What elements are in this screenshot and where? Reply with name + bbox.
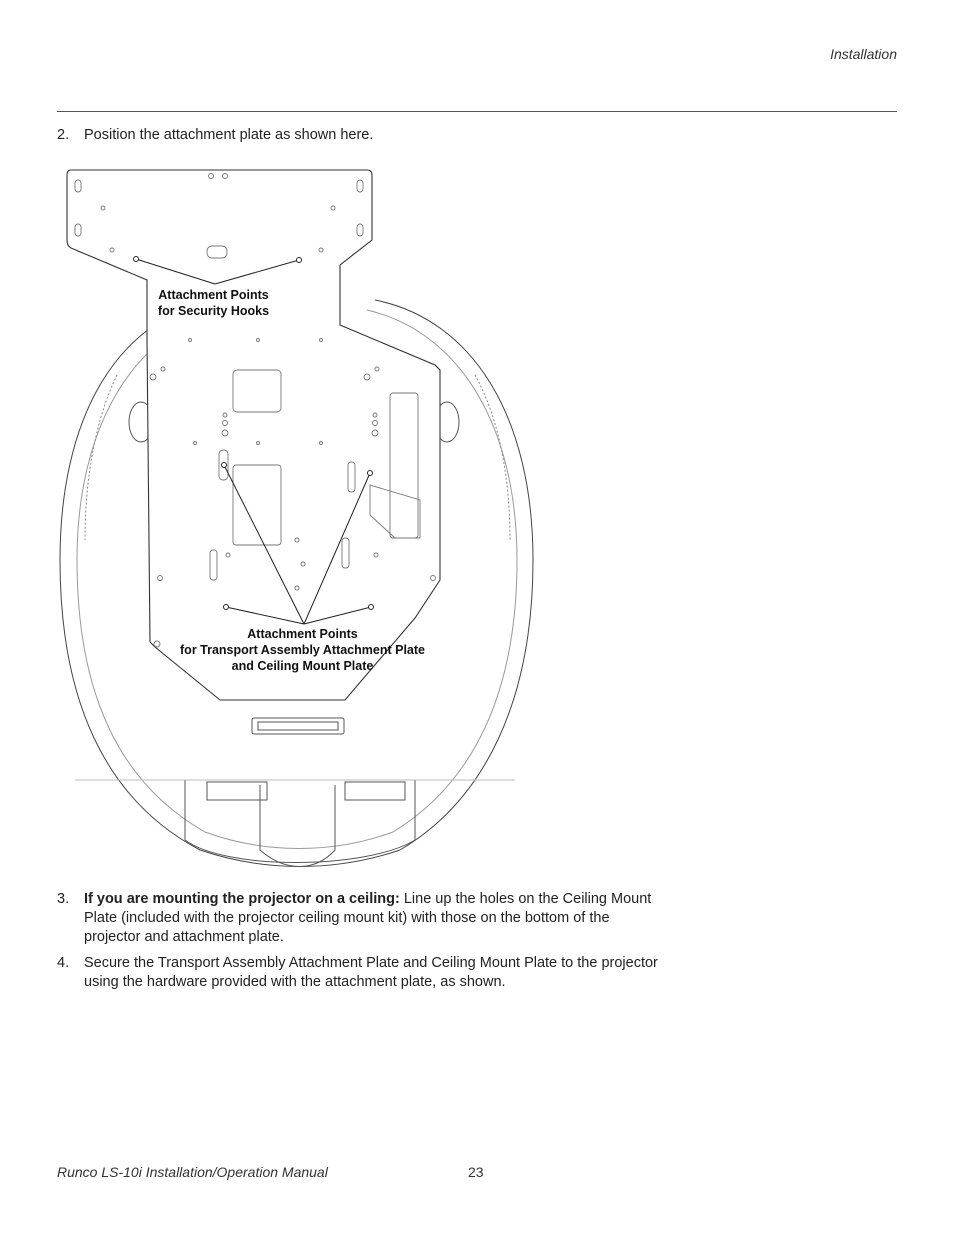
step-number: 3. bbox=[57, 891, 70, 907]
callout-transport-assembly: Attachment Points for Transport Assembly Attachment Plate and Ceiling Mount Plate bbox=[180, 627, 425, 673]
callout-security-hooks: Attachment Points for Security Hooks bbox=[157, 288, 270, 318]
header-rule bbox=[57, 111, 897, 112]
step-3 bbox=[57, 890, 667, 947]
footer-page-number: 23 bbox=[468, 1164, 484, 1180]
footer-manual-title: Runco LS-10i Installation/Operation Manual bbox=[57, 1164, 328, 1180]
step-text: Secure the Transport Assembly Attachment Plate and Ceiling Mount Plate to the projector using the hardware provided with the attachment plate, as shown. bbox=[84, 955, 658, 990]
projector-bottom-drawing bbox=[55, 160, 545, 880]
step-number: 4. bbox=[57, 955, 70, 971]
step-number: 2. bbox=[57, 127, 70, 143]
step-text: If you are mounting the projector on a ceiling: Line up the holes on the Ceiling Mount Plate (included with the projector ceiling mount kit) with those on the bottom of the projector and attachment plate. bbox=[84, 891, 652, 945]
page-header-section: Installation bbox=[830, 46, 897, 62]
step-4 bbox=[57, 954, 667, 992]
step-text: Position the attachment plate as shown here. bbox=[84, 127, 374, 143]
attachment-plate-figure bbox=[55, 160, 545, 880]
step-2 bbox=[57, 126, 667, 145]
